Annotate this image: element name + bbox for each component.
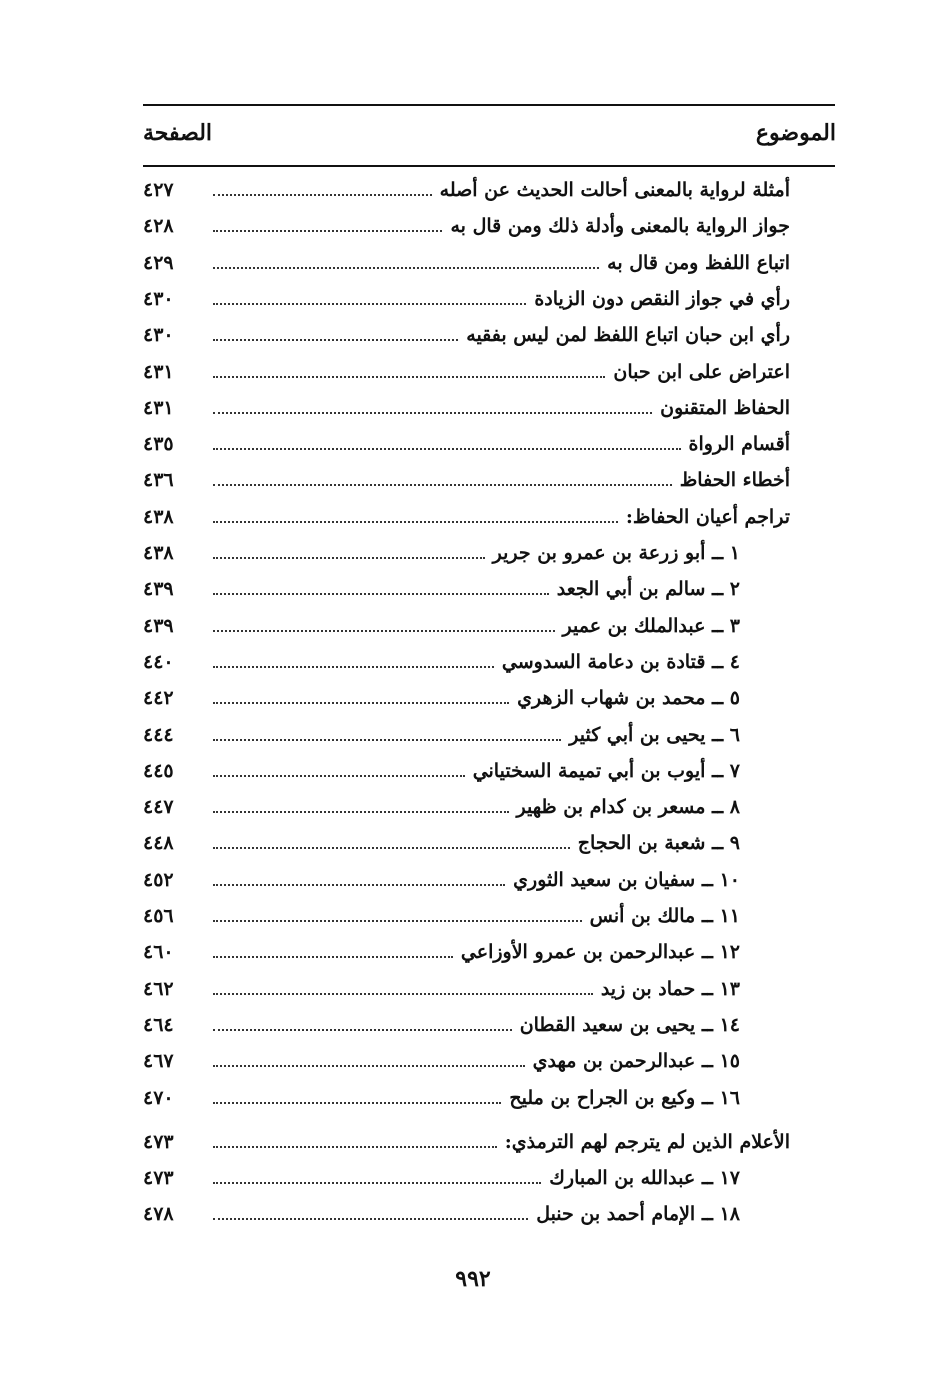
toc-entry-page: ٤٣٠: [143, 324, 174, 347]
dot-leader: [213, 993, 593, 995]
toc-entry-title: ١٠ ــ سفيان بن سعيد الثوري: [513, 868, 740, 891]
toc-entry: [143, 426, 790, 462]
toc-entry-title: ١ ــ أبو زرعة بن عمرو بن جرير: [492, 542, 740, 564]
toc-entry-title: أمثلة لرواية بالمعنى أحالت الحديث عن أصله: [439, 179, 790, 201]
dot-leader: [213, 956, 453, 958]
toc-entry-page: ٤٣٨: [143, 505, 174, 528]
dot-leader: [213, 1029, 512, 1031]
page-number-footer: ٩٩٢: [455, 1266, 491, 1292]
toc-entry: [143, 971, 790, 1007]
toc-entry-title: ١١ ــ مالك بن أنس: [589, 905, 740, 927]
toc-entry-title: اعتراض على ابن حبان: [613, 360, 790, 383]
toc-entry-title: ١٣ ــ حماد بن زيد: [600, 977, 740, 1000]
dot-leader: [213, 811, 509, 813]
toc-entry-title: ١٦ ــ وكيع بن الجراح بن مليح: [509, 1086, 740, 1109]
toc-entry: [143, 1043, 790, 1079]
toc-entry: [143, 644, 790, 680]
toc-entry-page: ٤٣٠: [143, 287, 174, 310]
dot-leader: [213, 920, 582, 922]
toc-entry-title: رأي ابن حبان اتباع اللفظ لمن ليس بفقيه: [466, 324, 790, 347]
toc-entry: [143, 172, 790, 208]
toc-entry: [143, 1160, 790, 1196]
toc-entry: [143, 208, 790, 244]
dot-leader: [213, 593, 549, 595]
toc-entry-title: ١٥ ــ عبدالرحمن بن مهدي: [532, 1050, 740, 1073]
toc-entry: [143, 571, 790, 607]
toc-entry-page: ٤٤٧: [143, 796, 174, 819]
toc-entry: [143, 1124, 790, 1160]
toc-entry-title: أقسام الرواة: [688, 433, 790, 456]
toc-entry: [143, 680, 790, 716]
toc-entry-page: ٤٧٨: [143, 1203, 174, 1226]
toc-entry-title: ٦ ــ يحيى بن أبي كثير: [569, 723, 740, 746]
toc-entry-page: ٤٣٥: [143, 433, 174, 456]
page-column-header: الصفحة: [143, 120, 213, 146]
toc-entry: [143, 717, 790, 753]
dot-leader: [213, 230, 442, 232]
toc-entry-title: اتباع اللفظ ومن قال به: [607, 251, 790, 274]
dot-leader: [213, 775, 465, 777]
dot-leader: [213, 267, 599, 269]
toc-entry-title: تراجم أعيان الحفاظ:: [625, 505, 790, 528]
toc-entry-page: ٤٤٨: [143, 832, 174, 855]
dot-leader: [213, 1218, 528, 1220]
toc-entry-page: ٤٥٦: [143, 905, 174, 927]
dot-leader: [213, 484, 672, 486]
toc-entry-title: جواز الرواية بالمعنى وأدلة ذلك ومن قال به: [450, 215, 790, 238]
toc-entry-title: ٨ ــ مسعر بن كدام بن ظهير: [516, 796, 740, 819]
toc-entry-page: ٤٢٧: [143, 179, 174, 201]
toc-entry-page: ٤٤٤: [143, 723, 174, 746]
toc-entry-title: ٤ ــ قتادة بن دعامة السدوسي: [501, 650, 740, 673]
toc-entry-page: ٤٣٦: [143, 469, 174, 492]
header-rule: [143, 165, 835, 167]
toc-entry-page: ٤٢٩: [143, 251, 174, 274]
toc-entry-title: ٥ ــ محمد بن شهاب الزهري: [517, 687, 740, 710]
toc-entry: [143, 354, 790, 390]
toc-entry-page: ٤٢٨: [143, 215, 174, 238]
toc-entry-page: ٤٦٧: [143, 1050, 174, 1073]
toc-entry: [143, 753, 790, 789]
toc-entry-page: ٤٧٣: [143, 1167, 174, 1190]
toc-entry-title: الحفاظ المتقنون: [660, 396, 790, 419]
dot-leader: [213, 1182, 541, 1184]
toc-entry-title: ١٨ ــ الإمام أحمد بن حنبل: [536, 1203, 740, 1226]
toc-entry: [143, 789, 790, 825]
toc-entry: [143, 281, 790, 317]
dot-leader: [213, 666, 494, 668]
dot-leader: [213, 194, 432, 196]
dot-leader: [213, 557, 485, 559]
toc-entry: [143, 1196, 790, 1232]
toc-entry-page: ٤٧٣: [143, 1130, 174, 1153]
toc-entry-title: ٧ ــ أيوب بن أبي تميمة السختياني: [472, 759, 740, 782]
toc-entry-title: ١٢ ــ عبدالرحمن بن عمرو الأوزاعي: [460, 941, 740, 964]
top-rule: [143, 104, 835, 106]
toc-entry: [143, 462, 790, 498]
toc-entry-title: ٩ ــ شعبة بن الحجاج: [577, 832, 740, 855]
toc-entry-page: ٤٤٢: [143, 687, 174, 710]
dot-leader: [213, 739, 561, 741]
dot-leader: [213, 884, 505, 886]
toc-entry: [143, 1080, 790, 1116]
dot-leader: [213, 521, 618, 523]
toc-entry-page: ٤٥٢: [143, 868, 174, 891]
toc-entry: [143, 245, 790, 281]
dot-leader: [213, 1102, 501, 1104]
toc-entry-title: رأي في جواز النقص دون الزيادة: [534, 287, 790, 310]
toc-entry-page: ٤٣١: [143, 396, 174, 419]
dot-leader: [213, 448, 681, 450]
toc-entry-title: ١٤ ــ يحيى بن سعيد القطان: [519, 1013, 740, 1036]
toc-entry: [143, 898, 790, 934]
topic-column-header: الموضوع: [755, 120, 836, 146]
toc-entry: [143, 317, 790, 353]
toc-entry-page: ٤٦٤: [143, 1013, 174, 1036]
toc-entry-page: ٤٣٩: [143, 614, 174, 637]
dot-leader: [213, 1146, 497, 1148]
toc-entry-title: الأعلام الذين لم يترجم لهم الترمذي:: [504, 1130, 790, 1153]
toc-entry: [143, 1007, 790, 1043]
toc-entry: [143, 862, 790, 898]
dot-leader: [213, 339, 458, 341]
toc-entry-title: ٢ ــ سالم بن أبي الجعد: [556, 578, 740, 601]
dot-leader: [213, 702, 509, 704]
toc-entry-page: ٤٦٠: [143, 941, 174, 964]
toc-entry-page: ٤٤٥: [143, 759, 174, 782]
toc-entry-title: ١٧ ــ عبدالله بن المبارك: [549, 1167, 740, 1190]
toc-entry-title: ٣ ــ عبدالملك بن عمير: [562, 614, 740, 637]
toc-entry-page: ٤٣١: [143, 360, 174, 383]
toc-entry: [143, 499, 790, 535]
toc-entry: [143, 934, 790, 970]
toc-entry-page: ٤٧٠: [143, 1086, 174, 1109]
toc-entry: [143, 608, 790, 644]
dot-leader: [213, 376, 605, 378]
toc-entry: [143, 535, 790, 571]
dot-leader: [213, 1065, 525, 1067]
dot-leader: [213, 847, 570, 849]
toc-entry: [143, 825, 790, 861]
toc-entry-page: ٤٣٩: [143, 578, 174, 601]
dot-leader: [213, 412, 652, 414]
toc-entry-page: ٤٣٨: [143, 542, 174, 564]
dot-leader: [213, 303, 526, 305]
toc-entry-page: ٤٤٠: [143, 650, 174, 673]
dot-leader: [213, 630, 555, 632]
toc-entry-title: أخطاء الحفاظ: [679, 469, 790, 492]
toc-entry: [143, 390, 790, 426]
toc-entry-page: ٤٦٢: [143, 977, 174, 1000]
